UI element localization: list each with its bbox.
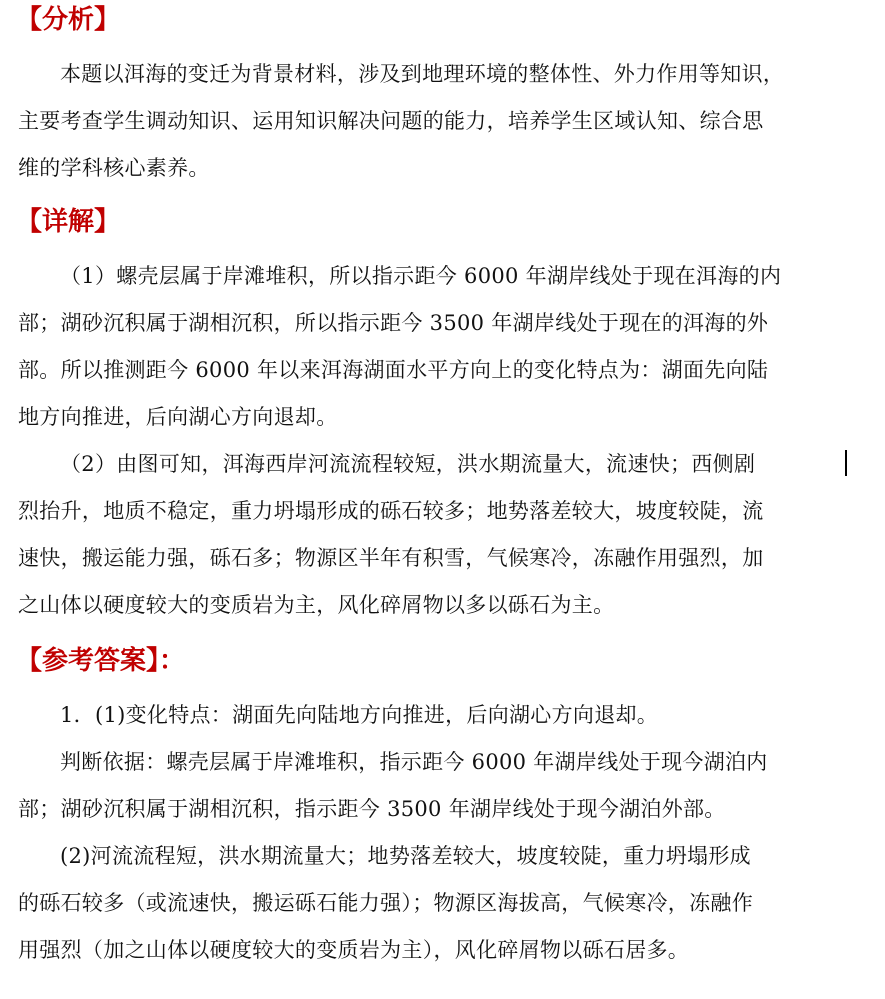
- answer-q1-basis-line-1: 判断依据：螺壳层属于岸滩堆积，指示距今 6000 年湖岸线处于现今湖泊内: [60, 750, 768, 774]
- detail-part1-line-2: 部；湖砂沉积属于湖相沉积，所以指示距今 3500 年湖岸线处于现在的洱海的外: [18, 311, 769, 335]
- detail-heading: 【详解】: [16, 207, 121, 237]
- analysis-line-1: 本题以洱海的变迁为背景材料，涉及到地理环境的整体性、外力作用等知识，: [60, 62, 785, 86]
- analysis-paragraph: [18, 51, 850, 192]
- detail-part2-line-4: 之山体以硬度较大的变质岩为主，风化碎屑物以多以砾石为主。: [18, 593, 615, 617]
- detail-part2-line-1: （2）由图可知，洱海西岸河流流程较短，洪水期流量大，流速快；西侧剧: [60, 452, 756, 476]
- detail-part1-paragraph: [18, 253, 850, 441]
- analysis-line-2: 主要考查学生调动知识、运用知识解决问题的能力，培养学生区域认知、综合思: [18, 109, 764, 133]
- detail-part1-line-1: （1）螺壳层属于岸滩堆积，所以指示距今 6000 年湖岸线处于现在洱海的内: [60, 264, 782, 288]
- answer-q2-line-2: 的砾石较多（或流速快，搬运砾石能力强）；物源区海拔高，气候寒冷，冻融作: [18, 891, 753, 915]
- analysis-line-3: 维的学科核心素养。: [18, 156, 210, 180]
- answer-q2-line-3: 用强烈（加之山体以硬度较大的变质岩为主），风化碎屑物以砾石居多。: [18, 938, 690, 962]
- detail-part2-line-2: 烈抬升，地质不稳定，重力坍塌形成的砾石较多；地势落差较大，坡度较陡，流: [18, 499, 764, 523]
- answer-q1-basis-paragraph: [18, 739, 850, 833]
- analysis-heading: 【分析】: [16, 5, 121, 35]
- answer-q1-line-1: 1．(1)变化特点：湖面先向陆地方向推进，后向湖心方向退却。: [60, 703, 659, 727]
- answer-q2-paragraph: [18, 833, 850, 974]
- answer-q1-basis-line-2: 部；湖砂沉积属于湖相沉积，指示距今 3500 年湖岸线处于现今湖泊外部。: [18, 797, 726, 821]
- detail-part1-line-3: 部。所以推测距今 6000 年以来洱海湖面水平方向上的变化特点为：湖面先向陆: [18, 358, 769, 382]
- text-cursor: [845, 450, 847, 476]
- detail-part2-line-3: 速快，搬运能力强，砾石多；物源区半年有积雪，气候寒冷，冻融作用强烈，加: [18, 546, 764, 570]
- detail-part1-line-4: 地方向推进，后向湖心方向退却。: [18, 405, 338, 429]
- answer-heading: 【参考答案】：: [16, 646, 186, 676]
- answer-q1-paragraph: [18, 692, 850, 739]
- detail-part2-paragraph: [18, 441, 850, 629]
- answer-q2-line-1: (2)河流流程短，洪水期流量大；地势落差较大，坡度较陡，重力坍塌形成: [60, 844, 751, 868]
